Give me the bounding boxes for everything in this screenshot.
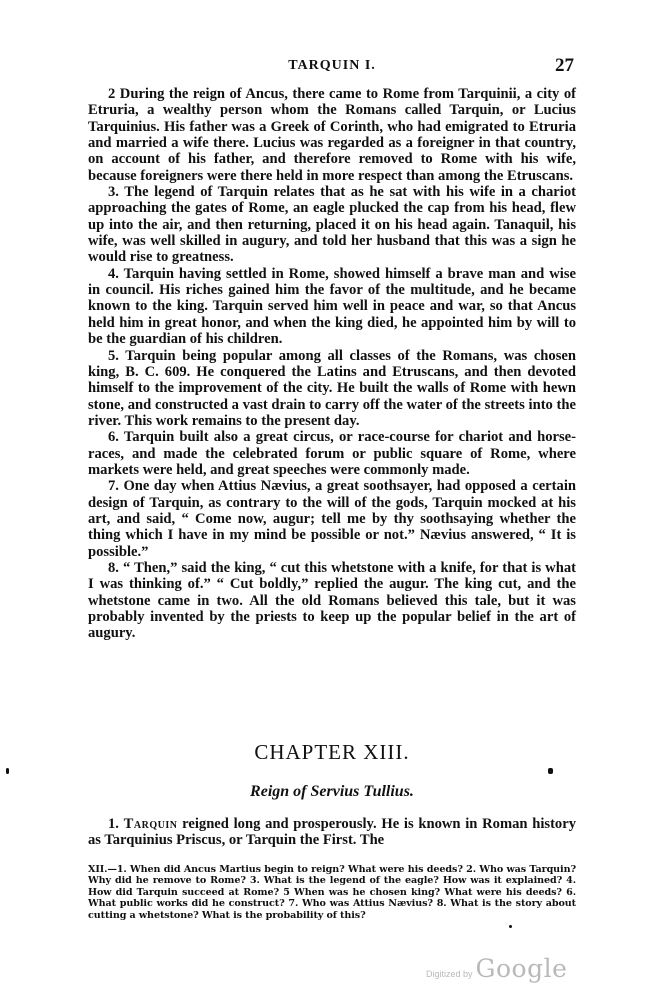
paragraph-6: 6. Tarquin built also a great circus, or race-course for chariot and horse-races, and made the celebrated forum or public square of Rome, where markets were held, and great speeches were commonly made. <box>88 429 576 478</box>
section-xii-text <box>88 86 576 642</box>
paragraph-5: 5. Tarquin being popular among all classes of the Romans, was chosen king, B. C. 609. He conquered the Latins and Etruscans, and then devoted himself to the improvement of the city. He built the walls of Rome with hewn stone, and constructed a vast drain to carry off the water of the streets into the river. This work remains to the present day. <box>88 347 576 429</box>
review-questions: XII.—1. When did Ancus Martius begin to reign? What were his deeds? 2. Who was Tarquin? Why did he remove to Rome? 3. What is the legend of the eagle? How was it explained? 4. How did Tarquin succeed at Rome? 5 When was he chosen king? What were his deeds? 6. What public works did he construct? 7. Who was Attius Nævius? 8. What is the story about cutting a whetstone? What is the probability of this? <box>88 864 576 921</box>
running-title: TARQUIN I. <box>288 58 376 73</box>
lead-word: Tarquin <box>123 816 178 832</box>
paragraph-3: 3. The legend of Tarquin relates that as he sat with his wife in a chariot approaching the gates of Rome, an eagle plucked the cap from his head, flew up into the air, and then returning, placed it on his head again. Tanaquil, his wife, was well skilled in augury, and told her husband that this was a sign he would rise to greatness. <box>88 184 576 266</box>
google-logo: Google <box>475 954 568 983</box>
chapter-subtitle: Reign of Servius Tullius. <box>250 783 414 800</box>
digitization-watermark <box>426 954 567 986</box>
margin-mark <box>548 768 553 774</box>
paragraph-8: 8. “ Then,” said the king, “ cut this whetstone with a knife, for that is what I was thinking of.” “ Cut boldly,” replied the augur. The king cut, and the whetstone came in two. All the old Romans believed this tale, but it was probably invented by the priests to keep up the popular belief in the art of augury. <box>88 559 576 642</box>
paragraph-4: 4. Tarquin having settled in Rome, showed himself a brave man and wise in council. His riches gained him the favor of the multitude, and he became known to the king. Tarquin served him well in peace and war, so that Ancus held him in great honor, and when the king died, he appointed him by will to be the guardian of his children. <box>88 265 576 348</box>
chapter-heading: CHAPTER XIII. <box>254 740 410 764</box>
paragraph-2: 2 During the reign of Ancus, there came to Rome from Tarquinii, a city of Etruria, a wealthy person whom the Romans called Tarquin, or Lucius Tarquinius. His father was a Greek of Corinth, who had emigrated to Etruria and married a wife there. Lucius was regarded as a foreigner in that country, on account of his father, and therefore removed to Rome with his wife, because foreigners were there held in more respect than among the Etruscans. <box>88 86 576 184</box>
paragraph-number: 1. <box>108 816 124 832</box>
margin-mark <box>6 768 9 774</box>
chapter-paragraph-1 <box>88 816 576 849</box>
paragraph-7: 7. One day when Attius Nævius, a great soothsayer, had opposed a certain design of Tarquin, as contrary to the will of the gods, Tarquin mocked at his art, and said, “ Come now, augur; tell me by thy soothsaying whether the thing which I have in my mind be possible or not.” Nævius answered, “ It is possible.” <box>88 478 576 560</box>
watermark-prefix: Digitized by <box>426 969 473 979</box>
margin-mark <box>509 925 512 928</box>
chapter-xiii-text <box>88 816 576 849</box>
page-number: 27 <box>555 55 574 76</box>
paragraph-text: reigned long and prosperously. He is known in Roman history as Tarquinius Priscus, or Tarquin the First. The <box>88 816 577 849</box>
running-head <box>88 56 576 80</box>
